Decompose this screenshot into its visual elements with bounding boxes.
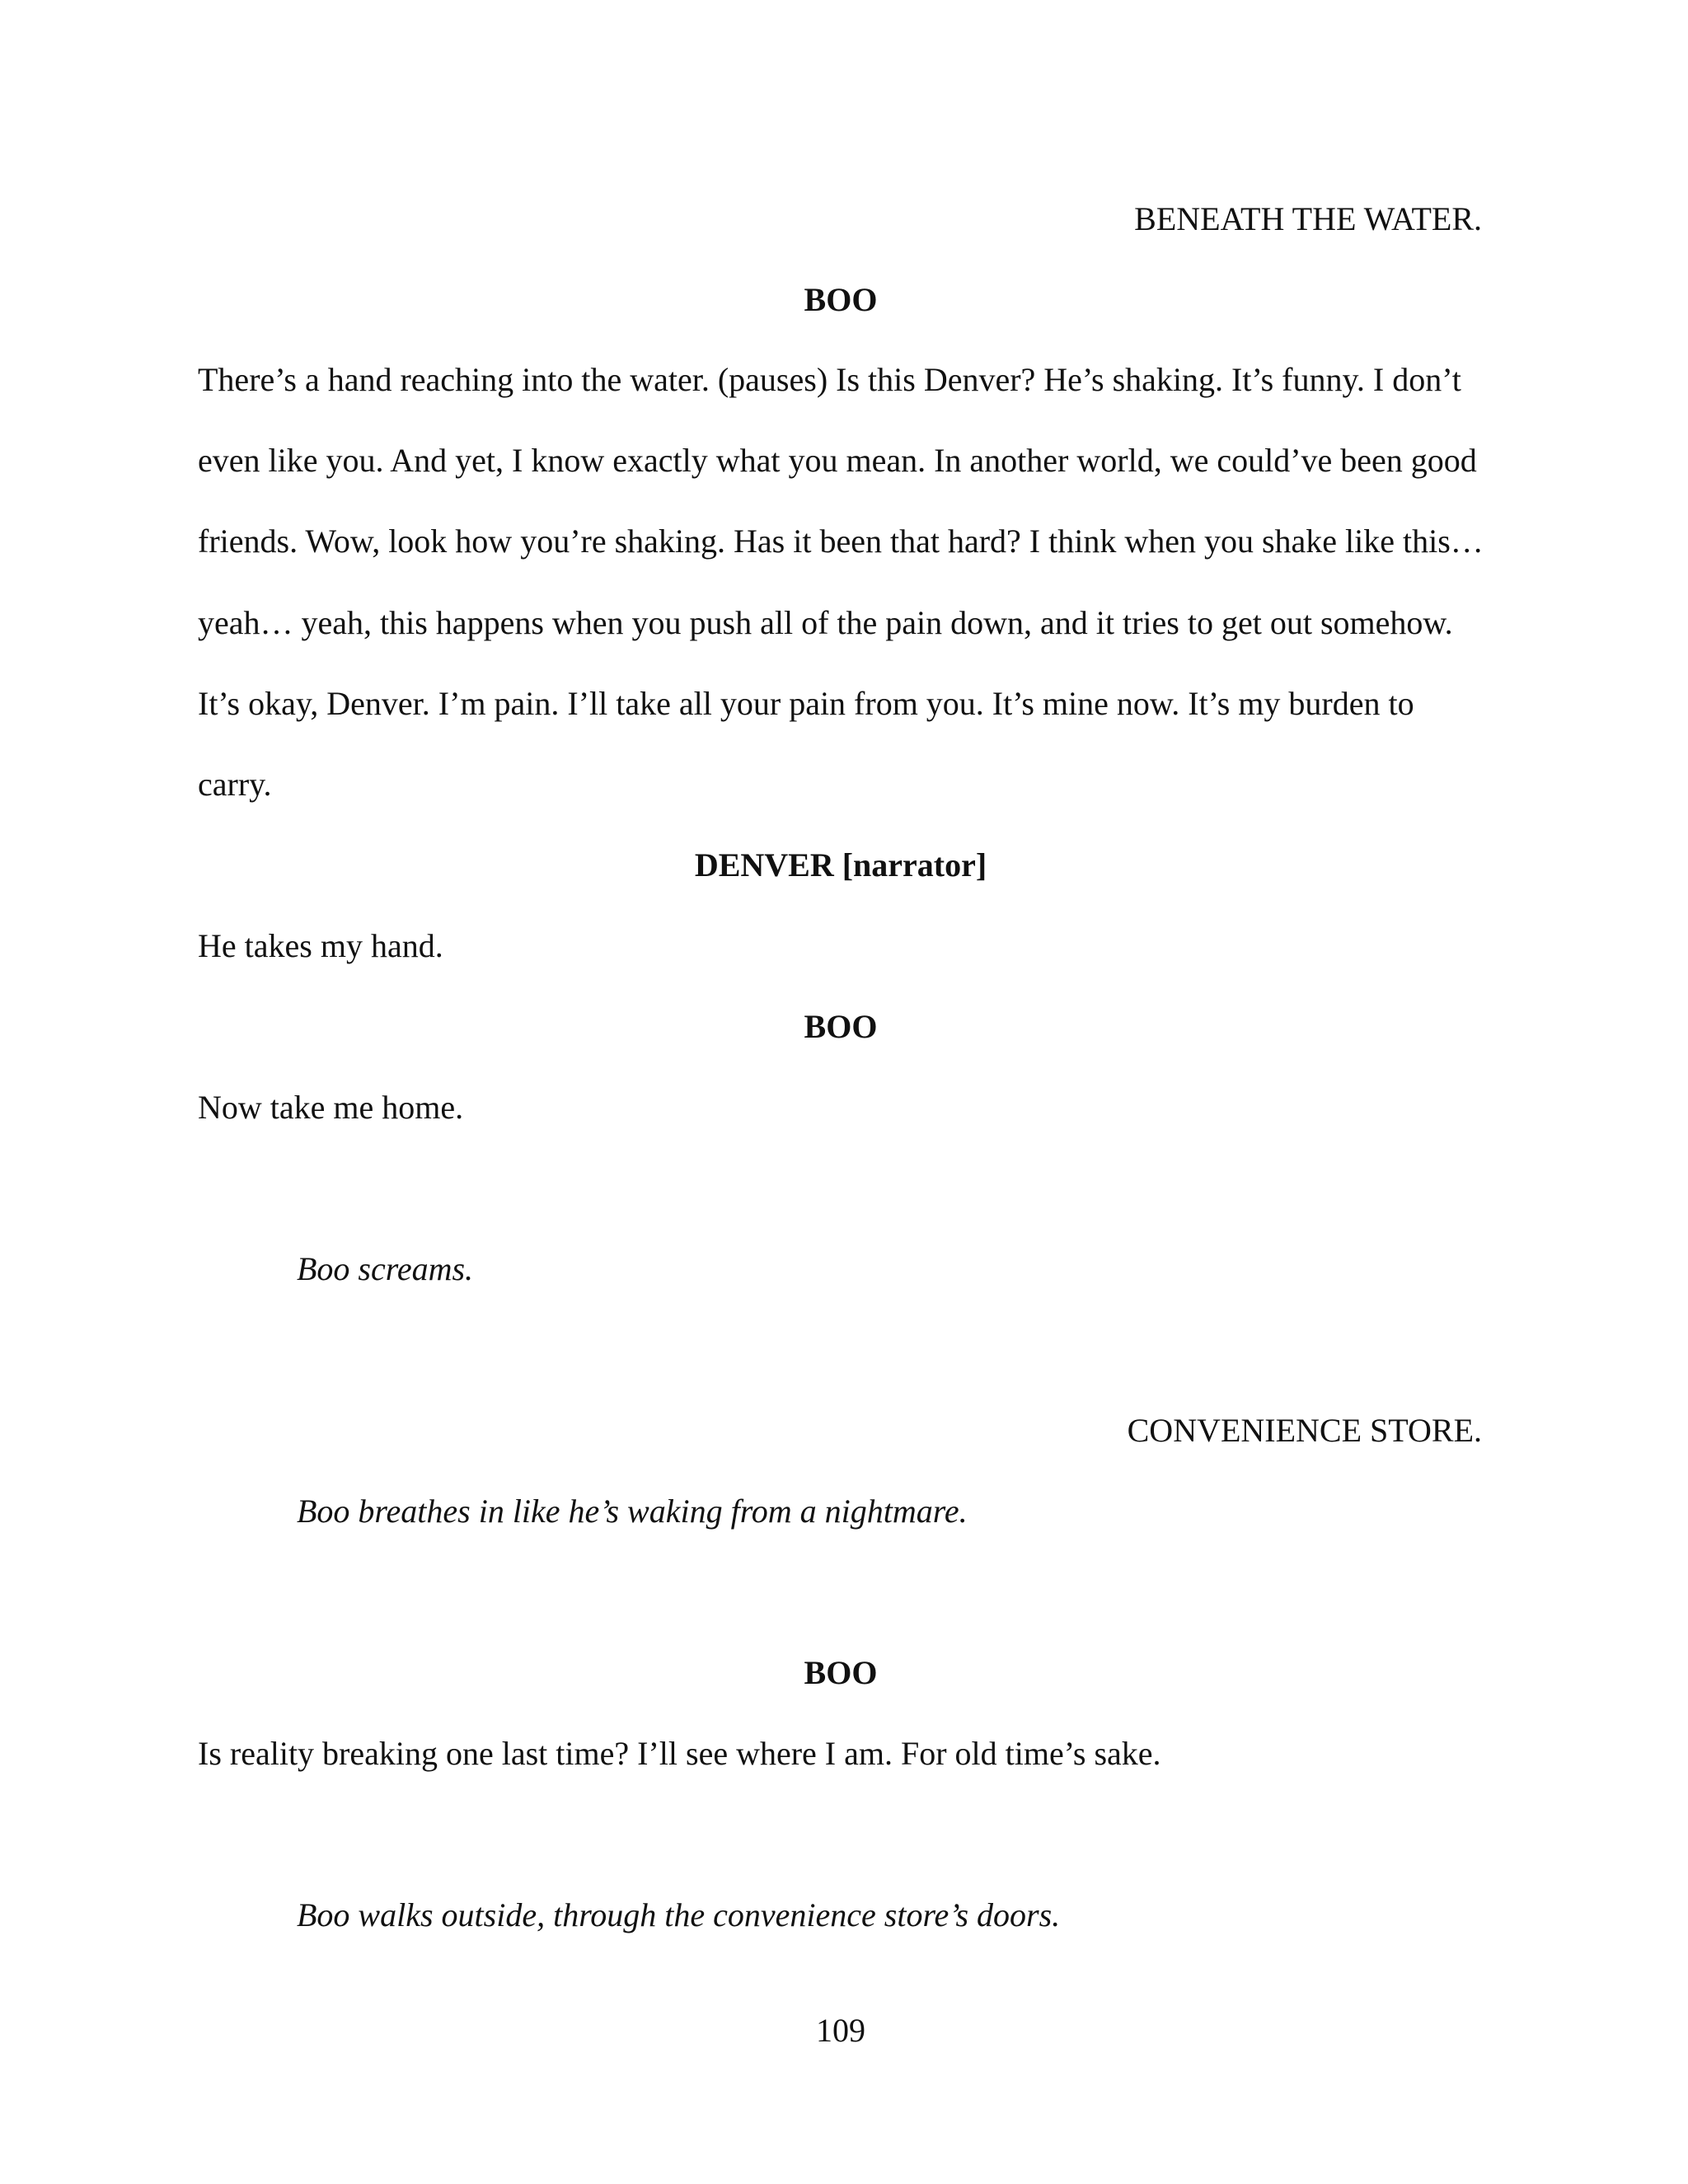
character-name-boo: BOO: [804, 1008, 878, 1045]
dialogue-boo-reality: Is reality breaking one last time? I’ll see where I am. For old time’s sake.: [198, 1735, 1161, 1772]
dialogue-boo-short: Now take me home.: [198, 1089, 464, 1126]
scene-heading-beneath-the-water: BENEATH THE WATER.: [1134, 200, 1482, 237]
dialogue-line: It’s okay, Denver. I’m pain. I’ll take all your pain from you. It’s mine now. It’s my burden to: [198, 684, 1414, 722]
dialogue-line: even like you. And yet, I know exactly what you mean. In another world, we could’ve been good: [198, 442, 1477, 480]
dialogue-line: friends. Wow, look how you’re shaking. Has it been that hard? I think when you shake like this…: [198, 523, 1484, 560]
character-name-denver: DENVER [narrator]: [694, 846, 987, 883]
dialogue-line: carry.: [198, 766, 272, 804]
dialogue-denver: He takes my hand.: [198, 927, 443, 964]
page-number: 109: [816, 2012, 865, 2049]
action-line: Boo walks outside, through the convenience store’s doors.: [297, 1896, 1061, 1933]
dialogue-boo-long: [198, 340, 1492, 825]
scene-heading-convenience-store: CONVENIENCE STORE.: [1127, 1412, 1482, 1449]
character-name-boo: BOO: [804, 1654, 878, 1691]
action-line: Boo screams.: [297, 1250, 474, 1287]
dialogue-line: yeah… yeah, this happens when you push all of the pain down, and it tries to get out somehow.: [198, 603, 1453, 641]
character-name-boo: BOO: [804, 281, 878, 318]
dialogue-line: There’s a hand reaching into the water. (pauses) Is this Denver? He’s shaking. It’s funny. I don’t: [198, 361, 1461, 398]
action-line: Boo breathes in like he’s waking from a nightmare.: [297, 1493, 968, 1530]
